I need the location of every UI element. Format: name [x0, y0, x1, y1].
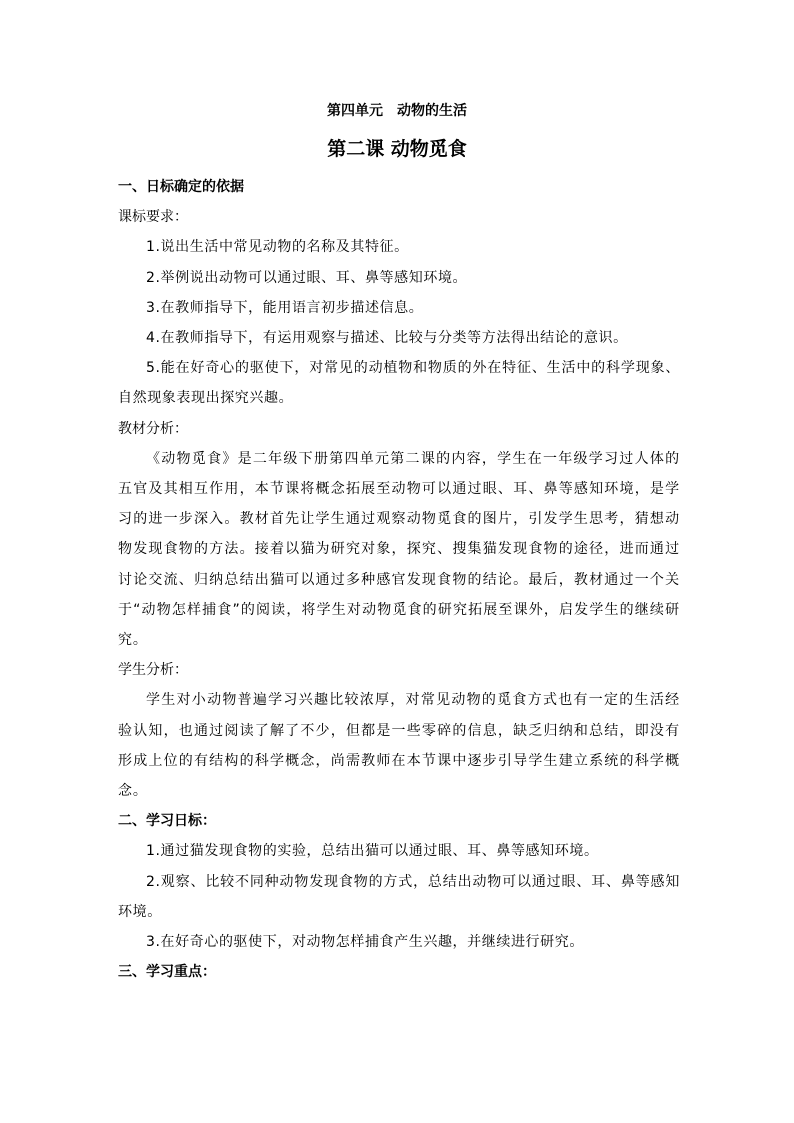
textbook-paragraph: 《动物觅食》是二年级下册第四单元第二课的内容，学生在一年级学习过人体的五官及其相互作用，本节课将概念拓展至动物可以通过眼、耳、鼻等感知环境，是学习的进一步深入。教材首先让学生通过观察动物觅食的图片，引发学生思考，猜想动物发现食物的方法。接着以猫为研究对象，探究、搜集猫发现食物的途径，进而通过讨论交流、归纳总结出猫可以通过多种感官发现食物的结论。最后，教材通过一个关于“动物怎样捕食”的阅读，将学生对动物觅食的研究拓展至课外，启发学生的继续研究。 [118, 450, 680, 649]
section-heading-key-points: 三、学习重点： [118, 964, 216, 981]
curriculum-item: 4.在教师指导下，有运用观察与描述、比较与分类等方法得出结论的意识。 [146, 330, 628, 347]
document-body [118, 172, 680, 987]
objective-item: 2.观察、比较不同种动物发现食物的方式，总结出动物可以通过眼、耳、鼻等感知环境。 [118, 873, 680, 920]
students-paragraph: 学生对小动物普遍学习兴趣比较浓厚，对常见动物的觅食方式也有一定的生活经验认知，也通过阅读了解了不少，但都是一些零碎的信息，缺乏归纳和总结，即没有形成上位的有结构的科学概念，尚需教师在本节课中逐步引导学生建立系统的科学概念。 [118, 692, 680, 800]
textbook-label: 教材分析： [118, 420, 188, 437]
section-heading-basis: 一、日标确定的依据 [118, 179, 244, 195]
unit-title: 第四单元 动物的生活 [327, 103, 467, 119]
curriculum-item: 3.在教师指导下，能用语言初步描述信息。 [146, 299, 424, 316]
objective-item: 3.在好奇心的驱使下，对动物怎样捕食产生兴趣，并继续进行研究。 [146, 934, 584, 951]
curriculum-item: 5.能在好奇心的驱使下，对常见的动植物和物质的外在特征、生活中的科学现象、自然现象表现出探究兴趣。 [118, 360, 680, 407]
students-label: 学生分析： [118, 662, 188, 679]
section-heading-objectives: 二、学习日标： [118, 813, 216, 830]
objective-item: 1.通过猫发现食物的实验，总结出猫可以通过眼、耳、鼻等感知环境。 [146, 843, 599, 860]
curriculum-item: 1.说出生活中常见动物的名称及其特征。 [146, 239, 409, 256]
curriculum-label: 课标要求： [118, 209, 188, 226]
lesson-title: 第二课 动物觅食 [327, 138, 467, 160]
curriculum-item: 2.举例说出动物可以通过眼、耳、鼻等感知环境。 [146, 269, 468, 286]
